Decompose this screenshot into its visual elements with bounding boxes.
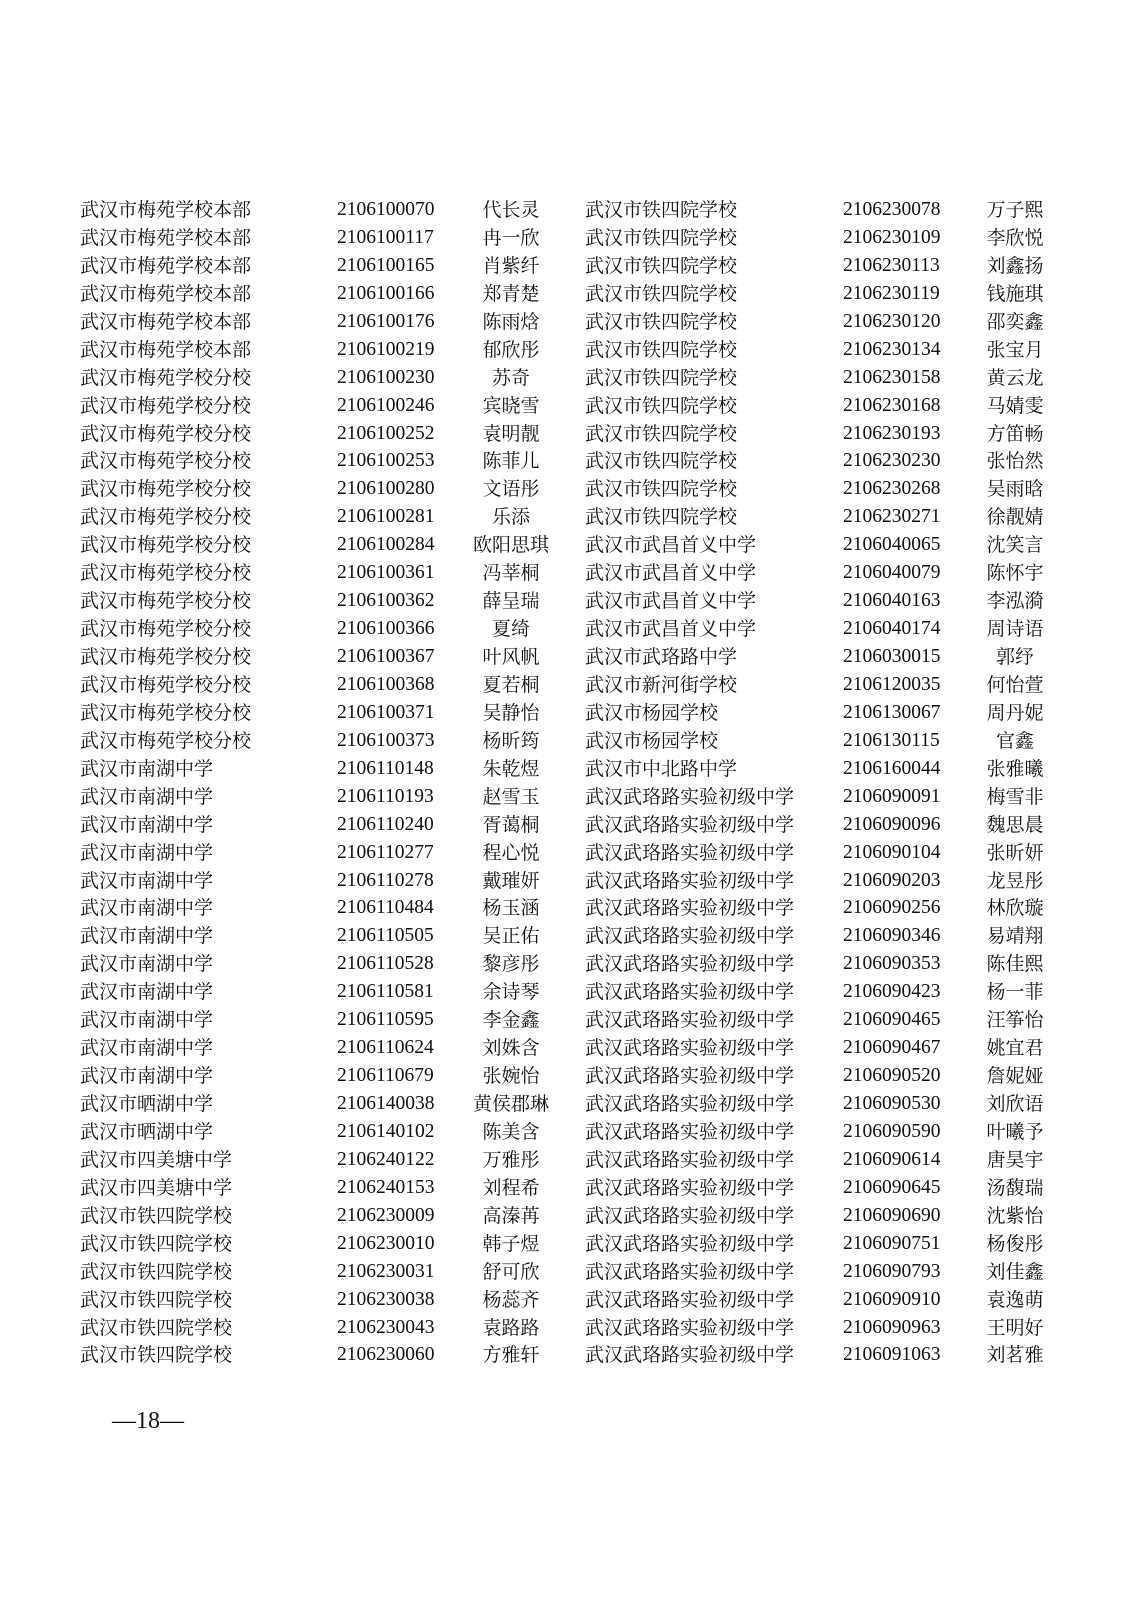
exam-id-cell: 2106100368 — [337, 673, 435, 695]
table-row — [0, 420, 1131, 448]
exam-id-cell: 2106090256 — [843, 897, 941, 919]
student-name-cell: 周诗语 — [986, 618, 1044, 641]
student-name-cell: 方雅轩 — [482, 1344, 540, 1367]
school-cell: 武汉市梅苑学校本部 — [80, 199, 252, 221]
student-name-cell: 张昕妍 — [986, 841, 1044, 864]
school-cell: 武汉市梅苑学校分校 — [80, 534, 252, 557]
exam-id-cell: 2106090353 — [843, 953, 941, 975]
table-row — [0, 1090, 1131, 1118]
exam-id-cell: 2106090963 — [843, 1316, 941, 1338]
school-cell: 武汉市梅苑学校分校 — [80, 562, 252, 585]
table-row — [0, 587, 1131, 615]
student-name-cell: 刘鑫扬 — [986, 254, 1044, 277]
school-cell: 武汉市铁四院学校 — [80, 1260, 233, 1283]
table-row — [0, 503, 1131, 531]
exam-id-cell: 2106091063 — [843, 1344, 941, 1366]
student-name-cell: 张怡然 — [986, 450, 1044, 473]
exam-id-cell: 2106100230 — [337, 366, 435, 388]
school-cell: 武汉市南湖中学 — [80, 925, 214, 948]
student-name-cell: 龙昱彤 — [986, 869, 1044, 892]
exam-id-cell: 2106100371 — [337, 701, 435, 723]
school-cell: 武汉市梅苑学校分校 — [80, 366, 252, 389]
student-name-cell: 夏若桐 — [482, 673, 540, 696]
school-cell: 武汉市晒湖中学 — [80, 1093, 214, 1115]
exam-id-cell: 2106100280 — [337, 478, 435, 500]
school-cell: 武汉市铁四院学校 — [585, 199, 738, 221]
school-cell: 武汉武珞路实验初级中学 — [585, 813, 795, 836]
student-name-cell: 万子熙 — [986, 199, 1044, 221]
school-cell: 武汉市杨园学校 — [585, 701, 719, 724]
student-name-cell: 詹妮娅 — [986, 1065, 1044, 1088]
exam-id-cell: 2106100281 — [337, 506, 435, 528]
table-row — [0, 224, 1131, 252]
student-name-cell: 陈佳熙 — [986, 953, 1044, 976]
student-name-cell: 袁逸萌 — [986, 1288, 1044, 1311]
exam-id-cell: 2106110484 — [337, 897, 434, 919]
school-cell: 武汉市南湖中学 — [80, 1065, 214, 1088]
school-cell: 武汉市铁四院学校 — [585, 254, 738, 277]
school-cell: 武汉市梅苑学校分校 — [80, 422, 252, 445]
student-name-cell: 马婧雯 — [986, 394, 1044, 417]
student-name-cell: 刘佳鑫 — [986, 1260, 1044, 1283]
school-cell: 武汉市南湖中学 — [80, 757, 214, 780]
school-cell: 武汉市南湖中学 — [80, 813, 214, 836]
exam-id-cell: 2106230113 — [843, 254, 940, 276]
exam-id-cell: 2106090530 — [843, 1093, 941, 1114]
school-cell: 武汉市南湖中学 — [80, 953, 214, 976]
school-cell: 武汉市铁四院学校 — [585, 310, 738, 333]
exam-id-cell: 2106140102 — [337, 1120, 435, 1142]
school-cell: 武汉市铁四院学校 — [585, 338, 738, 361]
student-name-cell: 易靖翔 — [986, 925, 1044, 948]
school-cell: 武汉市南湖中学 — [80, 981, 214, 1004]
exam-id-cell: 2106100253 — [337, 450, 435, 472]
student-name-cell: 张雅曦 — [986, 757, 1044, 780]
student-name-cell: 戴璀妍 — [482, 869, 540, 892]
school-cell: 武汉市南湖中学 — [80, 785, 214, 808]
exam-id-cell: 2106110624 — [337, 1037, 434, 1059]
student-name-cell: 韩子煜 — [482, 1232, 540, 1255]
exam-id-cell: 2106100284 — [337, 534, 435, 556]
table-row — [0, 1230, 1131, 1258]
school-cell: 武汉武珞路实验初级中学 — [585, 1093, 795, 1115]
exam-id-cell: 2106090203 — [843, 869, 941, 891]
student-name-cell: 胥蔼桐 — [482, 813, 540, 836]
student-name-cell: 余诗琴 — [482, 981, 540, 1004]
student-name-cell: 汪筝怡 — [986, 1009, 1044, 1032]
student-name-cell: 唐昊宇 — [986, 1148, 1044, 1171]
school-cell: 武汉市铁四院学校 — [80, 1232, 233, 1255]
student-name-cell: 邵奕鑫 — [986, 310, 1044, 333]
school-cell: 武汉武珞路实验初级中学 — [585, 1037, 795, 1060]
exam-id-cell: 2106030015 — [843, 646, 941, 667]
table-row — [0, 671, 1131, 699]
exam-id-cell: 2106090091 — [843, 785, 941, 807]
exam-id-cell: 2106120035 — [843, 673, 941, 695]
student-name-cell: 刘欣语 — [986, 1093, 1044, 1115]
school-cell: 武汉市铁四院学校 — [585, 366, 738, 389]
student-name-cell: 陈菲儿 — [482, 450, 540, 473]
school-cell: 武汉市杨园学校 — [585, 729, 719, 752]
student-name-cell: 林欣璇 — [986, 897, 1044, 920]
exam-id-cell: 2106100362 — [337, 590, 435, 612]
exam-id-cell: 2106090104 — [843, 841, 941, 863]
exam-id-cell: 2106240153 — [337, 1176, 435, 1198]
student-name-cell: 万雅彤 — [482, 1148, 540, 1171]
exam-id-cell: 2106230268 — [843, 478, 941, 500]
school-cell: 武汉市梅苑学校本部 — [80, 282, 252, 305]
school-cell: 武汉武珞路实验初级中学 — [585, 1288, 795, 1311]
table-row — [0, 392, 1131, 420]
table-row — [0, 894, 1131, 922]
school-cell: 武汉市四美塘中学 — [80, 1176, 233, 1199]
exam-id-cell: 2106100366 — [337, 618, 435, 640]
exam-id-cell: 2106110277 — [337, 841, 434, 863]
student-name-cell: 杨蕊齐 — [482, 1288, 540, 1311]
student-name-cell: 杨俊彤 — [986, 1232, 1044, 1255]
exam-id-cell: 2106230120 — [843, 310, 941, 332]
exam-id-cell: 2106100176 — [337, 310, 435, 332]
exam-id-cell: 2106090910 — [843, 1288, 941, 1310]
exam-id-cell: 2106130115 — [843, 729, 940, 751]
table-row — [0, 1174, 1131, 1202]
exam-id-cell: 2106110148 — [337, 757, 434, 779]
school-cell: 武汉市梅苑学校分校 — [80, 450, 252, 473]
school-cell: 武汉市梅苑学校分校 — [80, 590, 252, 613]
school-cell: 武汉武珞路实验初级中学 — [585, 1176, 795, 1199]
table-row — [0, 447, 1131, 475]
exam-id-cell: 2106090590 — [843, 1120, 941, 1142]
exam-id-cell: 2106140038 — [337, 1093, 435, 1114]
school-cell: 武汉市梅苑学校分校 — [80, 478, 252, 501]
student-name-cell: 赵雪玉 — [482, 785, 540, 808]
exam-id-cell: 2106110505 — [337, 925, 434, 947]
exam-id-cell: 2106040174 — [843, 618, 941, 640]
exam-id-cell: 2106100246 — [337, 394, 435, 416]
school-cell: 武汉市梅苑学校分校 — [80, 673, 252, 696]
exam-id-cell: 2106090520 — [843, 1065, 941, 1087]
student-name-cell: 吴雨晗 — [986, 478, 1044, 501]
school-cell: 武汉武珞路实验初级中学 — [585, 1065, 795, 1088]
student-name-cell: 李泓漪 — [986, 590, 1044, 613]
school-cell: 武汉市武珞路中学 — [585, 646, 738, 668]
exam-id-cell: 2106100117 — [337, 226, 434, 248]
student-name-cell: 魏思晨 — [986, 813, 1044, 836]
school-cell: 武汉市铁四院学校 — [585, 226, 738, 249]
exam-id-cell: 2106240122 — [337, 1148, 435, 1170]
student-name-cell: 冯莘桐 — [482, 562, 540, 585]
student-name-cell: 郭纾 — [995, 646, 1034, 668]
school-cell: 武汉市南湖中学 — [80, 1037, 214, 1060]
table-row — [0, 922, 1131, 950]
student-name-cell: 沈笑言 — [986, 534, 1044, 557]
school-cell: 武汉市铁四院学校 — [585, 422, 738, 445]
table-row — [0, 308, 1131, 336]
student-name-cell: 李欣悦 — [986, 226, 1044, 249]
school-cell: 武汉市梅苑学校分校 — [80, 618, 252, 641]
student-name-cell: 高溱苒 — [482, 1204, 540, 1227]
exam-id-cell: 2106100219 — [337, 338, 435, 360]
school-cell: 武汉武珞路实验初级中学 — [585, 1316, 795, 1339]
student-name-cell: 刘姝含 — [482, 1037, 540, 1060]
student-name-cell: 黄侯郡琳 — [472, 1093, 549, 1115]
school-cell: 武汉武珞路实验初级中学 — [585, 869, 795, 892]
table-row — [0, 783, 1131, 811]
exam-id-cell: 2106090467 — [843, 1037, 941, 1059]
school-cell: 武汉市梅苑学校本部 — [80, 254, 252, 277]
school-cell: 武汉市梅苑学校分校 — [80, 506, 252, 529]
table-row — [0, 867, 1131, 895]
exam-id-cell: 2106100166 — [337, 282, 435, 304]
table-row — [0, 559, 1131, 587]
exam-id-cell: 2106090751 — [843, 1232, 941, 1254]
student-name-cell: 梅雪非 — [986, 785, 1044, 808]
exam-id-cell: 2106100367 — [337, 646, 435, 667]
school-cell: 武汉市武昌首义中学 — [585, 590, 757, 613]
school-cell: 武汉武珞路实验初级中学 — [585, 841, 795, 864]
school-cell: 武汉市铁四院学校 — [80, 1316, 233, 1339]
table-row — [0, 643, 1131, 671]
student-name-cell: 汤馥瑞 — [986, 1176, 1044, 1199]
table-row — [0, 950, 1131, 978]
exam-id-cell: 2106090423 — [843, 981, 941, 1003]
student-name-cell: 刘程希 — [482, 1176, 540, 1199]
school-cell: 武汉市梅苑学校分校 — [80, 646, 252, 668]
school-cell: 武汉市南湖中学 — [80, 1009, 214, 1032]
school-cell: 武汉市铁四院学校 — [80, 1204, 233, 1227]
school-cell: 武汉市铁四院学校 — [80, 1288, 233, 1311]
student-name-cell: 姚宜君 — [986, 1037, 1044, 1060]
school-cell: 武汉市中北路中学 — [585, 757, 738, 780]
exam-id-cell: 2106090645 — [843, 1176, 941, 1198]
table-row — [0, 811, 1131, 839]
student-name-cell: 陈美含 — [482, 1120, 540, 1143]
school-cell: 武汉市四美塘中学 — [80, 1148, 233, 1171]
student-name-cell: 杨昕筠 — [482, 729, 540, 752]
school-cell: 武汉武珞路实验初级中学 — [585, 1148, 795, 1171]
student-name-cell: 肖紫纤 — [482, 254, 540, 277]
table-row — [0, 1034, 1131, 1062]
exam-id-cell: 2106040163 — [843, 590, 941, 612]
school-cell: 武汉市武昌首义中学 — [585, 562, 757, 585]
student-name-cell: 郁欣彤 — [482, 338, 540, 361]
school-cell: 武汉市铁四院学校 — [80, 1344, 233, 1367]
student-name-cell: 黎彦彤 — [482, 953, 540, 976]
school-cell: 武汉市南湖中学 — [80, 869, 214, 892]
student-name-cell: 薛呈瑞 — [482, 590, 540, 613]
student-name-cell: 程心悦 — [482, 841, 540, 864]
school-cell: 武汉武珞路实验初级中学 — [585, 981, 795, 1004]
exam-id-cell: 2106110278 — [337, 869, 434, 891]
student-name-cell: 叶风帆 — [482, 646, 540, 668]
student-name-cell: 张婉怡 — [482, 1065, 540, 1088]
school-cell: 武汉市晒湖中学 — [80, 1120, 214, 1143]
table-row — [0, 1341, 1131, 1369]
exam-id-cell: 2106040079 — [843, 562, 941, 584]
exam-id-cell: 2106040065 — [843, 534, 941, 556]
school-cell: 武汉武珞路实验初级中学 — [585, 1232, 795, 1255]
exam-id-cell: 2106100252 — [337, 422, 435, 444]
exam-id-cell: 2106090465 — [843, 1009, 941, 1031]
table-row — [0, 1314, 1131, 1342]
student-name-cell: 徐靓婧 — [986, 506, 1044, 529]
exam-id-cell: 2106230009 — [337, 1204, 435, 1226]
exam-id-cell: 2106110240 — [337, 813, 434, 835]
student-name-cell: 杨一菲 — [986, 981, 1044, 1004]
exam-id-cell: 2106230193 — [843, 422, 941, 444]
student-name-cell: 苏奇 — [491, 366, 530, 389]
table-row — [0, 364, 1131, 392]
table-row — [0, 1258, 1131, 1286]
exam-id-cell: 2106090614 — [843, 1148, 941, 1170]
roster-table — [0, 196, 1131, 1369]
school-cell: 武汉市铁四院学校 — [585, 450, 738, 473]
school-cell: 武汉市梅苑学校分校 — [80, 394, 252, 417]
school-cell: 武汉市南湖中学 — [80, 841, 214, 864]
page-number: —18— — [112, 1408, 184, 1434]
table-row — [0, 1146, 1131, 1174]
exam-id-cell: 2106110679 — [337, 1065, 434, 1087]
school-cell: 武汉市梅苑学校本部 — [80, 310, 252, 333]
exam-id-cell: 2106230119 — [843, 282, 940, 304]
exam-id-cell: 2106090346 — [843, 925, 941, 947]
student-name-cell: 官鑫 — [995, 729, 1034, 752]
exam-id-cell: 2106230010 — [337, 1232, 435, 1254]
exam-id-cell: 2106090096 — [843, 813, 941, 835]
exam-id-cell: 2106230078 — [843, 199, 941, 220]
table-row — [0, 755, 1131, 783]
school-cell: 武汉市梅苑学校本部 — [80, 338, 252, 361]
student-name-cell: 叶曦予 — [986, 1120, 1044, 1143]
student-name-cell: 何怡萱 — [986, 673, 1044, 696]
student-name-cell: 李金鑫 — [482, 1009, 540, 1032]
student-name-cell: 周丹妮 — [986, 701, 1044, 724]
exam-id-cell: 2106230168 — [843, 394, 941, 416]
exam-id-cell: 2106230031 — [337, 1260, 435, 1282]
table-row — [0, 1006, 1131, 1034]
student-name-cell: 方笛畅 — [986, 422, 1044, 445]
student-name-cell: 文语彤 — [482, 478, 540, 501]
student-name-cell: 钱施琪 — [986, 282, 1044, 305]
school-cell: 武汉武珞路实验初级中学 — [585, 1120, 795, 1143]
table-row — [0, 280, 1131, 308]
table-row — [0, 727, 1131, 755]
table-row — [0, 978, 1131, 1006]
student-name-cell: 王明好 — [986, 1316, 1044, 1339]
table-row — [0, 1202, 1131, 1230]
school-cell: 武汉武珞路实验初级中学 — [585, 897, 795, 920]
exam-id-cell: 2106100070 — [337, 199, 435, 220]
student-name-cell: 郑青楚 — [482, 282, 540, 305]
school-cell: 武汉武珞路实验初级中学 — [585, 1344, 795, 1367]
student-name-cell: 乐添 — [491, 506, 530, 529]
exam-id-cell: 2106230043 — [337, 1316, 435, 1338]
exam-id-cell: 2106090690 — [843, 1204, 941, 1226]
table-row — [0, 196, 1131, 224]
school-cell: 武汉市武昌首义中学 — [585, 618, 757, 641]
student-name-cell: 夏绮 — [491, 618, 530, 641]
exam-id-cell: 2106230134 — [843, 338, 941, 360]
school-cell: 武汉市铁四院学校 — [585, 478, 738, 501]
table-row — [0, 1286, 1131, 1314]
exam-id-cell: 2106230060 — [337, 1344, 435, 1366]
school-cell: 武汉武珞路实验初级中学 — [585, 1204, 795, 1227]
student-name-cell: 代长灵 — [482, 199, 540, 221]
student-name-cell: 张宝月 — [986, 338, 1044, 361]
student-name-cell: 欧阳思琪 — [472, 534, 549, 557]
exam-id-cell: 2106090793 — [843, 1260, 941, 1282]
school-cell: 武汉市新河街学校 — [585, 673, 738, 696]
school-cell: 武汉市武昌首义中学 — [585, 534, 757, 557]
table-row — [0, 1118, 1131, 1146]
school-cell: 武汉武珞路实验初级中学 — [585, 1260, 795, 1283]
student-name-cell: 袁路路 — [482, 1316, 540, 1339]
student-name-cell: 陈怀宇 — [986, 562, 1044, 585]
student-name-cell: 袁明靓 — [482, 422, 540, 445]
school-cell: 武汉市梅苑学校分校 — [80, 729, 252, 752]
student-name-cell: 刘茗雅 — [986, 1344, 1044, 1367]
table-row — [0, 839, 1131, 867]
table-row — [0, 699, 1131, 727]
exam-id-cell: 2106100361 — [337, 562, 435, 584]
student-name-cell: 冉一欣 — [482, 226, 540, 249]
school-cell: 武汉武珞路实验初级中学 — [585, 1009, 795, 1032]
school-cell: 武汉武珞路实验初级中学 — [585, 925, 795, 948]
table-row — [0, 615, 1131, 643]
exam-id-cell: 2106230038 — [337, 1288, 435, 1310]
school-cell: 武汉市梅苑学校分校 — [80, 701, 252, 724]
school-cell: 武汉市铁四院学校 — [585, 282, 738, 305]
exam-id-cell: 2106230230 — [843, 450, 941, 472]
student-name-cell: 杨玉涵 — [482, 897, 540, 920]
student-name-cell: 吴静怡 — [482, 701, 540, 724]
student-name-cell: 朱乾煜 — [482, 757, 540, 780]
student-name-cell: 黄云龙 — [986, 366, 1044, 389]
table-row — [0, 336, 1131, 364]
school-cell: 武汉市南湖中学 — [80, 897, 214, 920]
exam-id-cell: 2106130067 — [843, 701, 941, 723]
student-name-cell: 吴正佑 — [482, 925, 540, 948]
school-cell: 武汉市铁四院学校 — [585, 394, 738, 417]
student-name-cell: 陈雨焓 — [482, 310, 540, 333]
exam-id-cell: 2106110595 — [337, 1009, 434, 1031]
exam-id-cell: 2106110193 — [337, 785, 434, 807]
student-name-cell: 宾晓雪 — [482, 394, 540, 417]
exam-id-cell: 2106110581 — [337, 981, 434, 1003]
school-cell: 武汉武珞路实验初级中学 — [585, 953, 795, 976]
table-row — [0, 252, 1131, 280]
exam-id-cell: 2106230158 — [843, 366, 941, 388]
school-cell: 武汉武珞路实验初级中学 — [585, 785, 795, 808]
exam-id-cell: 2106100165 — [337, 254, 435, 276]
school-cell: 武汉市铁四院学校 — [585, 506, 738, 529]
exam-id-cell: 2106230109 — [843, 226, 941, 248]
exam-id-cell: 2106230271 — [843, 506, 941, 528]
exam-id-cell: 2106160044 — [843, 757, 941, 779]
table-row — [0, 531, 1131, 559]
table-row — [0, 475, 1131, 503]
student-name-cell: 舒可欣 — [482, 1260, 540, 1283]
exam-id-cell: 2106100373 — [337, 729, 435, 751]
student-name-cell: 沈紫怡 — [986, 1204, 1044, 1227]
exam-id-cell: 2106110528 — [337, 953, 434, 975]
school-cell: 武汉市梅苑学校本部 — [80, 226, 252, 249]
table-row — [0, 1062, 1131, 1090]
